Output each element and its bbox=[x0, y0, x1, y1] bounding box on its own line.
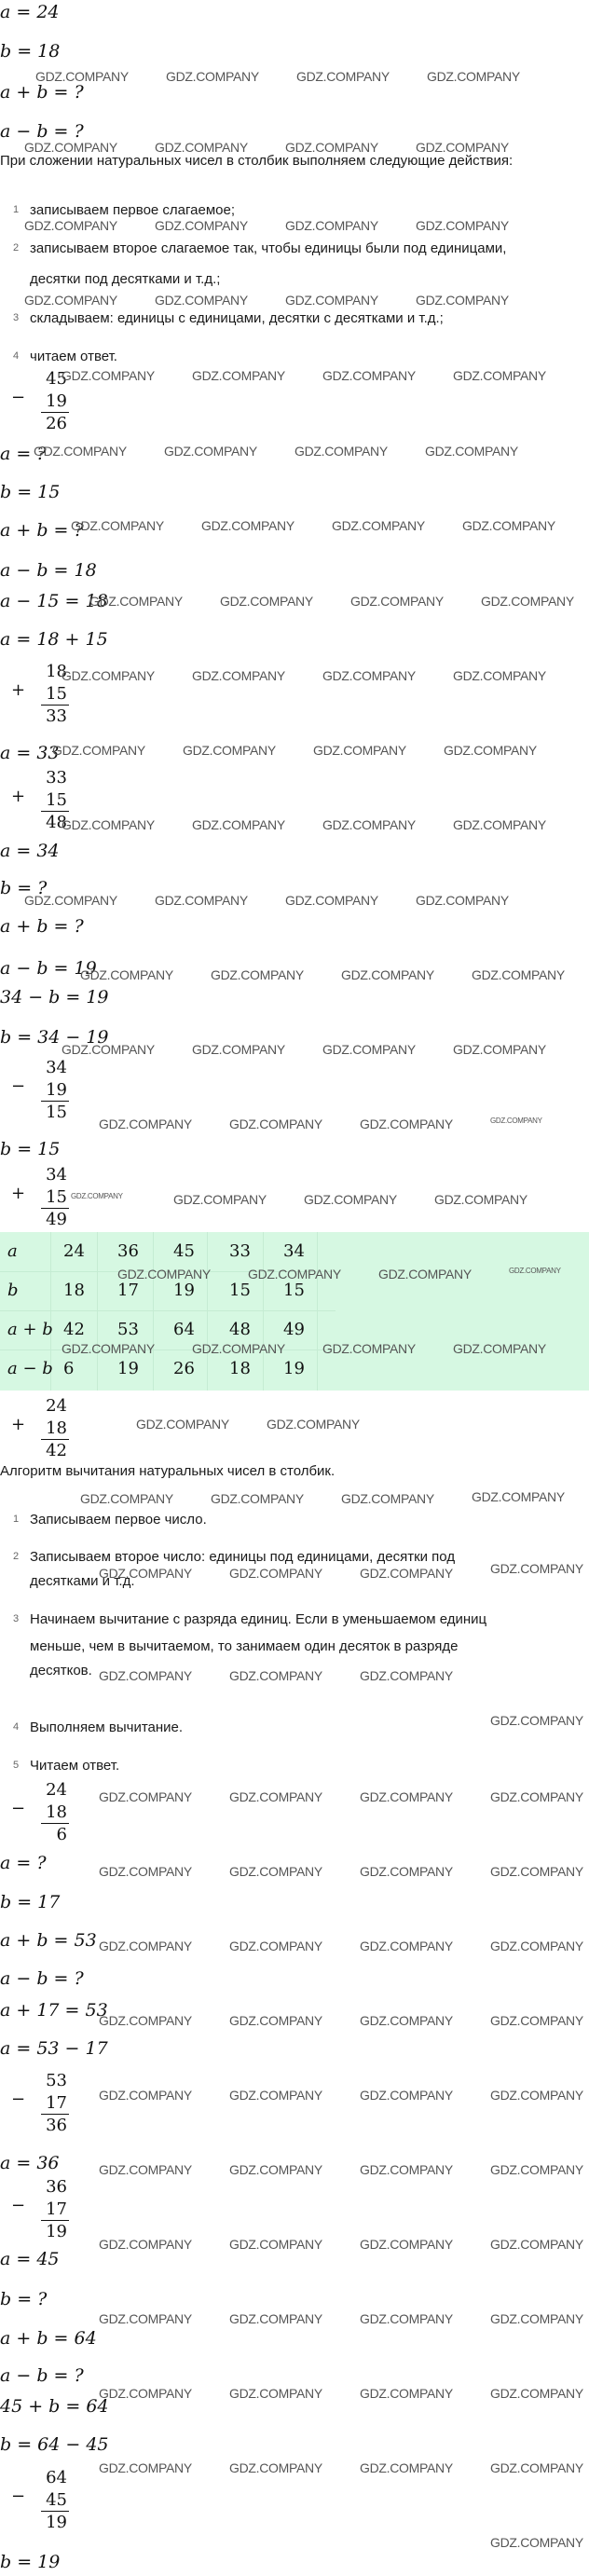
watermark: GDZ.COMPANY bbox=[490, 2162, 583, 2177]
watermark: GDZ.COMPANY bbox=[332, 518, 425, 533]
watermark: GDZ.COMPANY bbox=[472, 967, 565, 982]
column-subtraction: − 53 17 36 bbox=[11, 2071, 67, 2135]
watermark: GDZ.COMPANY bbox=[99, 2311, 192, 2326]
table-cell: 49 bbox=[283, 1320, 305, 1339]
expr-b-17: b = 17 bbox=[0, 1892, 61, 1912]
watermark: GDZ.COMPANY bbox=[192, 1341, 285, 1356]
expr-a-unknown: a = ? bbox=[0, 444, 47, 464]
watermark: GDZ.COMPANY bbox=[416, 218, 509, 233]
watermark: GDZ.COMPANY bbox=[285, 293, 378, 308]
expr-a-minus-b: a − b = ? bbox=[0, 121, 84, 142]
watermark: GDZ.COMPANY bbox=[99, 2162, 192, 2177]
watermark: GDZ.COMPANY bbox=[99, 2013, 192, 2028]
expr-a-plus-b-53: a + b = 53 bbox=[0, 1930, 97, 1951]
table-cell: 24 bbox=[63, 1241, 85, 1261]
watermark: GDZ.COMPANY bbox=[192, 368, 285, 383]
watermark: GDZ.COMPANY bbox=[304, 1192, 397, 1207]
watermark: GDZ.COMPANY bbox=[248, 1267, 341, 1281]
table-cell: 15 bbox=[229, 1281, 251, 1300]
watermark: GDZ.COMPANY bbox=[490, 1117, 542, 1125]
table-cell: 17 bbox=[117, 1281, 139, 1300]
table-cell: 36 bbox=[117, 1241, 139, 1261]
watermark: GDZ.COMPANY bbox=[322, 668, 416, 683]
watermark: GDZ.COMPANY bbox=[62, 1042, 155, 1057]
expr-a-sum: a = 18 + 15 bbox=[0, 629, 108, 650]
watermark: GDZ.COMPANY bbox=[99, 2088, 192, 2103]
watermark: GDZ.COMPANY bbox=[62, 1341, 155, 1356]
watermark: GDZ.COMPANY bbox=[360, 1117, 453, 1131]
watermark: GDZ.COMPANY bbox=[155, 293, 248, 308]
expr-a-45: a = 45 bbox=[0, 2249, 60, 2269]
expr-b-15: b = 15 bbox=[0, 1139, 61, 1159]
watermark: GDZ.COMPANY bbox=[99, 1864, 192, 1879]
table-header-a: a bbox=[7, 1241, 18, 1261]
watermark: GDZ.COMPANY bbox=[509, 1267, 561, 1275]
expr-a-minus-b: a − b = ? bbox=[0, 1968, 84, 1989]
table-cell: 19 bbox=[117, 1359, 139, 1378]
expr-a-plus-b: a + b = ? bbox=[0, 916, 84, 937]
watermark: GDZ.COMPANY bbox=[472, 1489, 565, 1504]
watermark: GDZ.COMPANY bbox=[360, 1789, 453, 1804]
watermark: GDZ.COMPANY bbox=[360, 1939, 453, 1953]
watermark: GDZ.COMPANY bbox=[52, 743, 145, 758]
expr-a-diff: a = 53 − 17 bbox=[0, 2038, 108, 2059]
watermark: GDZ.COMPANY bbox=[360, 2311, 453, 2326]
watermark: GDZ.COMPANY bbox=[453, 668, 546, 683]
table-cell: 34 bbox=[283, 1241, 305, 1261]
expr-34-minus-b: 34 − b = 19 bbox=[0, 987, 109, 1007]
watermark: GDZ.COMPANY bbox=[34, 444, 127, 459]
watermark: GDZ.COMPANY bbox=[322, 1341, 416, 1356]
watermark: GDZ.COMPANY bbox=[99, 1668, 192, 1683]
column-addition: + 18 15 33 bbox=[11, 662, 67, 726]
watermark: GDZ.COMPANY bbox=[453, 368, 546, 383]
watermark: GDZ.COMPANY bbox=[99, 2460, 192, 2475]
watermark: GDZ.COMPANY bbox=[211, 967, 304, 982]
watermark: GDZ.COMPANY bbox=[62, 668, 155, 683]
subtraction-intro: Алгоритм вычитания натуральных чисел в столбик. bbox=[0, 1463, 336, 1479]
watermark: GDZ.COMPANY bbox=[416, 293, 509, 308]
watermark: GDZ.COMPANY bbox=[322, 368, 416, 383]
table-cell: 53 bbox=[117, 1320, 139, 1339]
column-subtraction: − 64 45 19 bbox=[11, 2468, 67, 2532]
watermark: GDZ.COMPANY bbox=[296, 69, 390, 84]
watermark: GDZ.COMPANY bbox=[24, 893, 117, 908]
watermark: GDZ.COMPANY bbox=[360, 2237, 453, 2252]
watermark: GDZ.COMPANY bbox=[453, 817, 546, 832]
watermark: GDZ.COMPANY bbox=[155, 893, 248, 908]
watermark: GDZ.COMPANY bbox=[490, 1789, 583, 1804]
watermark: GDZ.COMPANY bbox=[481, 594, 574, 609]
table-cell: 18 bbox=[63, 1281, 85, 1300]
expr-a-plus-b: a + b = ? bbox=[0, 82, 84, 103]
watermark: GDZ.COMPANY bbox=[229, 2088, 322, 2103]
table-cell: 6 bbox=[63, 1359, 75, 1378]
watermark: GDZ.COMPANY bbox=[229, 2013, 322, 2028]
watermark: GDZ.COMPANY bbox=[183, 743, 276, 758]
watermark: GDZ.COMPANY bbox=[341, 1491, 434, 1506]
column-subtraction: − 34 19 15 bbox=[11, 1058, 67, 1122]
watermark: GDZ.COMPANY bbox=[350, 594, 444, 609]
table-cell: 33 bbox=[229, 1241, 251, 1261]
watermark: GDZ.COMPANY bbox=[453, 1042, 546, 1057]
watermark: GDZ.COMPANY bbox=[229, 1864, 322, 1879]
expr-b-unknown: b = ? bbox=[0, 878, 48, 898]
expr-a-33: a = 33 bbox=[0, 743, 60, 763]
watermark: GDZ.COMPANY bbox=[155, 218, 248, 233]
watermark: GDZ.COMPANY bbox=[220, 594, 313, 609]
expr-45-plus-b: 45 + b = 64 bbox=[0, 2396, 109, 2417]
watermark: GDZ.COMPANY bbox=[322, 1042, 416, 1057]
watermark: GDZ.COMPANY bbox=[490, 2013, 583, 2028]
watermark: GDZ.COMPANY bbox=[117, 1267, 211, 1281]
watermark: GDZ.COMPANY bbox=[229, 1789, 322, 1804]
watermark: GDZ.COMPANY bbox=[434, 1192, 527, 1207]
column-addition: + 24 18 42 bbox=[11, 1396, 67, 1460]
watermark: GDZ.COMPANY bbox=[229, 1939, 322, 1953]
table-header-sum: a + b bbox=[7, 1320, 53, 1339]
table-cell: 45 bbox=[173, 1241, 195, 1261]
watermark: GDZ.COMPANY bbox=[360, 2013, 453, 2028]
expr-a-plus-17: a + 17 = 53 bbox=[0, 2000, 108, 2021]
watermark: GDZ.COMPANY bbox=[136, 1417, 229, 1432]
watermark: GDZ.COMPANY bbox=[322, 817, 416, 832]
watermark: GDZ.COMPANY bbox=[294, 444, 388, 459]
expr-a-34: a = 34 bbox=[0, 841, 60, 861]
watermark: GDZ.COMPANY bbox=[62, 368, 155, 383]
watermark: GDZ.COMPANY bbox=[155, 140, 248, 155]
watermark: GDZ.COMPANY bbox=[490, 1713, 583, 1728]
watermark: GDZ.COMPANY bbox=[490, 2311, 583, 2326]
watermark: GDZ.COMPANY bbox=[211, 1491, 304, 1506]
expr-a-24: a = 24 bbox=[0, 2, 60, 22]
watermark: GDZ.COMPANY bbox=[71, 1192, 123, 1200]
watermark: GDZ.COMPANY bbox=[99, 1566, 192, 1581]
watermark: GDZ.COMPANY bbox=[360, 2386, 453, 2401]
watermark: GDZ.COMPANY bbox=[490, 2535, 583, 2550]
watermark: GDZ.COMPANY bbox=[24, 218, 117, 233]
watermark: GDZ.COMPANY bbox=[229, 2162, 322, 2177]
expr-b-19: b = 19 bbox=[0, 2552, 61, 2572]
watermark: GDZ.COMPANY bbox=[89, 594, 183, 609]
watermark: GDZ.COMPANY bbox=[427, 69, 520, 84]
watermark: GDZ.COMPANY bbox=[360, 1566, 453, 1581]
addition-intro: При сложении натуральных чисел в столбик выполняем следующие действия: bbox=[0, 153, 514, 169]
watermark: GDZ.COMPANY bbox=[490, 2386, 583, 2401]
watermark: GDZ.COMPANY bbox=[192, 1042, 285, 1057]
watermark: GDZ.COMPANY bbox=[416, 140, 509, 155]
column-subtraction: − 24 18 6 bbox=[11, 1780, 67, 1844]
watermark: GDZ.COMPANY bbox=[378, 1267, 472, 1281]
watermark: GDZ.COMPANY bbox=[453, 1341, 546, 1356]
watermark: GDZ.COMPANY bbox=[99, 2237, 192, 2252]
column-addition: + 34 15 49 bbox=[11, 1165, 67, 1229]
watermark: GDZ.COMPANY bbox=[35, 69, 129, 84]
expr-a-plus-b: a + b = ? bbox=[0, 520, 84, 541]
watermark: GDZ.COMPANY bbox=[24, 140, 117, 155]
watermark: GDZ.COMPANY bbox=[490, 1939, 583, 1953]
expr-a-minus-b-19: a − b = 19 bbox=[0, 958, 97, 979]
watermark: GDZ.COMPANY bbox=[229, 2460, 322, 2475]
watermark: GDZ.COMPANY bbox=[229, 2386, 322, 2401]
watermark: GDZ.COMPANY bbox=[490, 2088, 583, 2103]
watermark: GDZ.COMPANY bbox=[462, 518, 555, 533]
watermark: GDZ.COMPANY bbox=[425, 444, 518, 459]
watermark: GDZ.COMPANY bbox=[285, 893, 378, 908]
watermark: GDZ.COMPANY bbox=[360, 2088, 453, 2103]
expr-a-unknown: a = ? bbox=[0, 1853, 47, 1873]
expr-a-minus-b: a − b = ? bbox=[0, 2365, 84, 2386]
column-addition: + 33 15 48 bbox=[11, 768, 67, 832]
watermark: GDZ.COMPANY bbox=[360, 1668, 453, 1683]
column-subtraction: − 45 19 26 bbox=[11, 369, 67, 433]
expr-a-36: a = 36 bbox=[0, 2153, 60, 2173]
watermark: GDZ.COMPANY bbox=[360, 2162, 453, 2177]
watermark: GDZ.COMPANY bbox=[62, 817, 155, 832]
expr-b-18: b = 18 bbox=[0, 41, 61, 62]
watermark: GDZ.COMPANY bbox=[24, 293, 117, 308]
values-table bbox=[0, 1232, 589, 1391]
table-header-diff: a − b bbox=[7, 1359, 53, 1378]
expr-a-minus-b-18: a − b = 18 bbox=[0, 560, 97, 581]
watermark: GDZ.COMPANY bbox=[360, 2460, 453, 2475]
watermark: GDZ.COMPANY bbox=[285, 140, 378, 155]
watermark: GDZ.COMPANY bbox=[313, 743, 406, 758]
watermark: GDZ.COMPANY bbox=[490, 1561, 583, 1576]
expr-b-diff: b = 64 − 45 bbox=[0, 2434, 109, 2455]
table-cell: 48 bbox=[229, 1320, 251, 1339]
watermark: GDZ.COMPANY bbox=[229, 1668, 322, 1683]
expr-b-unknown: b = ? bbox=[0, 2289, 48, 2309]
watermark: GDZ.COMPANY bbox=[229, 2237, 322, 2252]
watermark: GDZ.COMPANY bbox=[490, 1864, 583, 1879]
watermark: GDZ.COMPANY bbox=[285, 218, 378, 233]
table-cell: 64 bbox=[173, 1320, 195, 1339]
watermark: GDZ.COMPANY bbox=[229, 1566, 322, 1581]
expr-b-15: b = 15 bbox=[0, 482, 61, 502]
watermark: GDZ.COMPANY bbox=[229, 1117, 322, 1131]
watermark: GDZ.COMPANY bbox=[201, 518, 294, 533]
watermark: GDZ.COMPANY bbox=[416, 893, 509, 908]
watermark: GDZ.COMPANY bbox=[490, 2237, 583, 2252]
expr-b-diff: b = 34 − 19 bbox=[0, 1027, 109, 1048]
table-cell: 15 bbox=[283, 1281, 305, 1300]
watermark: GDZ.COMPANY bbox=[99, 1939, 192, 1953]
watermark: GDZ.COMPANY bbox=[99, 2386, 192, 2401]
watermark: GDZ.COMPANY bbox=[80, 1491, 173, 1506]
table-cell: 19 bbox=[173, 1281, 195, 1300]
watermark: GDZ.COMPANY bbox=[164, 444, 257, 459]
expr-a-minus-15: a − 15 = 18 bbox=[0, 591, 108, 611]
watermark: GDZ.COMPANY bbox=[166, 69, 259, 84]
table-cell: 18 bbox=[229, 1359, 251, 1378]
table-header-b: b bbox=[7, 1281, 19, 1300]
watermark: GDZ.COMPANY bbox=[192, 668, 285, 683]
watermark: GDZ.COMPANY bbox=[267, 1417, 360, 1432]
watermark: GDZ.COMPANY bbox=[80, 967, 173, 982]
watermark: GDZ.COMPANY bbox=[341, 967, 434, 982]
watermark: GDZ.COMPANY bbox=[71, 518, 164, 533]
expr-a-plus-b-64: a + b = 64 bbox=[0, 2328, 97, 2349]
watermark: GDZ.COMPANY bbox=[99, 1117, 192, 1131]
watermark: GDZ.COMPANY bbox=[444, 743, 537, 758]
watermark: GDZ.COMPANY bbox=[360, 1864, 453, 1879]
watermark: GDZ.COMPANY bbox=[173, 1192, 267, 1207]
watermark: GDZ.COMPANY bbox=[192, 817, 285, 832]
watermark: GDZ.COMPANY bbox=[490, 2460, 583, 2475]
table-cell: 26 bbox=[173, 1359, 195, 1378]
watermark: GDZ.COMPANY bbox=[99, 1789, 192, 1804]
table-cell: 42 bbox=[63, 1320, 85, 1339]
table-cell: 19 bbox=[283, 1359, 305, 1378]
watermark: GDZ.COMPANY bbox=[229, 2311, 322, 2326]
column-subtraction: − 36 17 19 bbox=[11, 2177, 67, 2241]
